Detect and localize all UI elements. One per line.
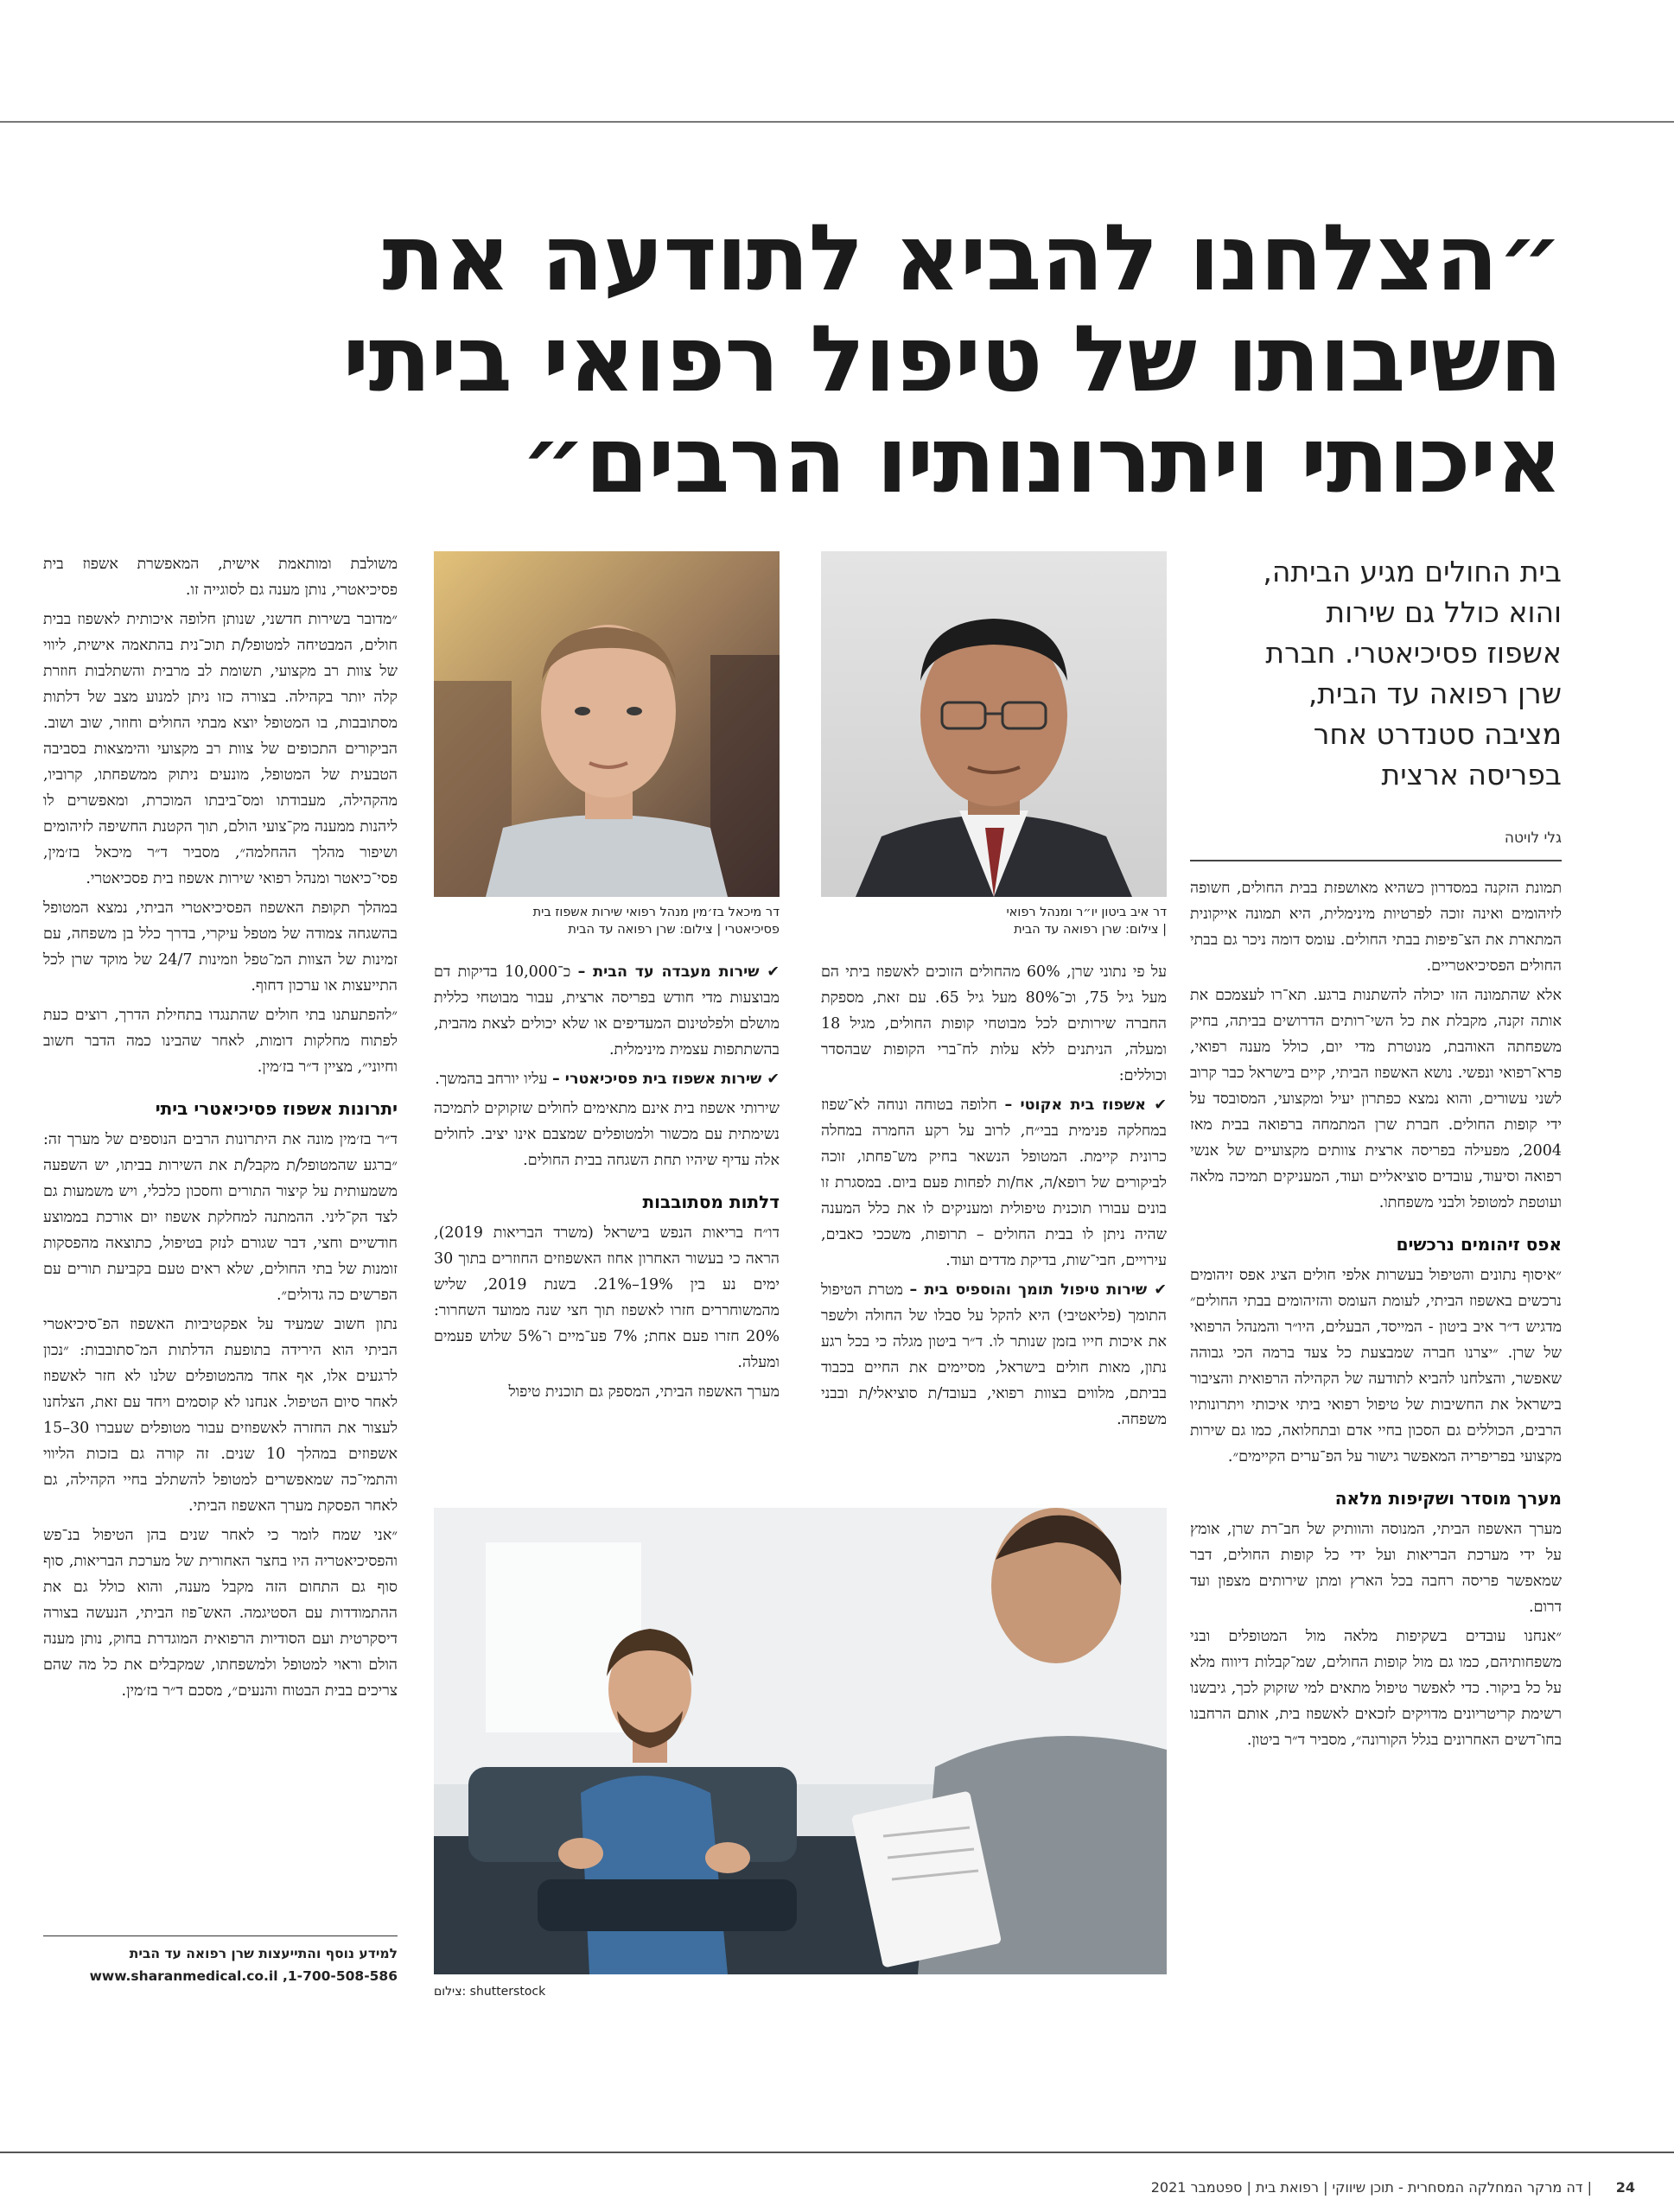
photo-credit-shutterstock: צילום: shutterstock (434, 1985, 546, 1999)
col3-paragraph-1 (434, 959, 780, 1063)
col2-bullet-2-text: מטרת הטיפול התומך (פליאטיבי) היא להקל על סבלו של החולה ולשפר את איכות חייו בזמן שנותר לו. ד״ר ביטון מגלה כי בכל רגע נתון, מאות חולים בישראל, מסיימים את החיים בכבוד בביתם, מלווים בצוות רפואי, בעובד/ת סוציאלי/ת ובבני משפחה. (821, 1281, 1167, 1428)
deck-line-4: שרן רפואה עד הבית, (1308, 677, 1562, 710)
deck-line-3: אשפוז פסיכיאטרי. חברת (1265, 636, 1562, 670)
col4-subheading-1: יתרונות אשפוז פסיכיאטרי ביתי (155, 1098, 398, 1119)
deck-line-6: בפריסה ארצית (1381, 758, 1562, 791)
headline (130, 207, 1562, 511)
col1-paragraph-1: תמונת הזקנה במסדרון כשהיא מאושפזת בבית החולים, חשופה לזיהומים ואינה זוכה לפרטיות מינימלית, היא תמונה אייקונית המתארת את הצ־פיפות בבתי החולים. עומס דומה ניכר גם בבתי החולים הפסיכיאטריים. (1190, 880, 1562, 975)
col4-paragraph-2: ״מדובר בשירות חדשני, שנותן חלופה איכותית לאשפוז בבית חולים, המבטיחה למטופל/ת תוכ־נית בהתאמה אישית, ליווי של צוות רב מקצועי, תשומת לב מרבית והשתלבות חוזרת קלה יותר בקהילה. בצורה כזו ניתן למנוע מצב של דלתות מסתובבות, בו המטופל יוצא מבתי החולים וחוזר, שוב ושוב. הביקורים התכופים של צוות רב מקצועי והימצאות בסביבה הטבעית של המטופל, מונעים ניתוק ממשפחתו, קרוביו, מהקהילה, מעבודתו ומס־ביבתו המוכרת, ומאפשרים לו ליהנות ממענה מק־צועי הולם, תוך הקטנת החשיפה לזיהומים ושיפור מהלך ההחלמה״, מסביר ד״ר מיכאל בז׳מין, פסי־כיאטר ומנהל רפואי שירות אשפוז בית פסכיאטרי. (43, 611, 398, 887)
col1-paragraph-4: מערך האשפוז הביתי, המנוסה והוותיק של חב־רת שרן, אומץ על ידי מערכת הבריאות ועל ידי כל קופות החולים, דבר שמאפשר פריסה רחבה בכל הארץ ומתן שירותים מצפון ועד דרום. (1190, 1521, 1562, 1616)
caption-biton-line-1: דר איב ביטון יו״ר ומנהל רפואי (1006, 906, 1167, 919)
deck-line-1: בית החולים מגיע הביתה, (1263, 555, 1562, 588)
col1-paragraph-3: ״איסוף נתונים והטיפול בעשרות אלפי חולים הציג אפס זיהומים נרכשים באשפוז הביתי, לעומת העומס והזיהומים בבתי החולים״ מדגיש ד״ר איב ביטון - המייסד, הבעלים, היו״ר והמנהל הרפואי של שרן. ״יצרנו חברה שמבצעת כל צעד ברמה הכי גבוהה שאפשר, והצלחנו להביא לתודעה של הקהילה הרפואית והציבור בישראל את החשיבות של טיפול רפואי ביתי איכותי ויתרונותיו הרבים, הכוללים גם הסכון בחיי אדם ובתחלואה, כמו גם שירות מקצועי בפריפריה המאפשר גישור על הפ־ערים הקיימים״. (1190, 1267, 1562, 1465)
caption-bezhmin-line-2: פסיכיאטרי | צילום: שרן רפואה עד הבית (568, 923, 780, 937)
col2-bullet-1-text: חלופה בטוחה ונוחה לא־שפוז במחלקה פנימית בבי״ח, לרוב על רקע החמרה במחלה כרונית קיימת. המטופל הנשאר בחיק מש־פחתו, זוכה לביקורים של רופא/ה, אח/ות לפחות פעם ביום. במסגרת זו בונים עבורו תוכנית טיפולית ומעניקים לו את כלל המענה שהיה ניתן לו בבית החולים – תרופות, משככי כאבים, עירויים, חבי־שות, בדיקת מדדים ועוד. (821, 1096, 1167, 1269)
col1-subheading-1: אפס זיהומים נרכשים (1396, 1234, 1562, 1255)
col4-paragraph-7: ״אני שמח לומר כי לאחר שנים בהן הטיפול בנ־פש והפסיכיאטריה היו בחצר האחורית של מערכת הבריאות, סוף סוף גם התחום הזה מקבל מענה, והוא כולל גם את ההתמודדות עם הסטיגמה. האש־פוז הביתי, הנעשה בצורה דיסקרטית ועם הסודיות הרפואית המוגדרת בחוק, נותן מענה הולם וראוי למטופל ולמשפחתו, שמקבלים את כל מה שהם צריכים בבית הבטוח והנעים״, מסכם ד״ר בז׳מין. (43, 1527, 398, 1700)
caption-biton-line-2: | צילום: שרן רפואה עד הבית (1014, 923, 1167, 937)
caption-biton (821, 904, 1167, 938)
byline-rule (1190, 860, 1562, 861)
col2-bullet-1: ✔ אשפוז בית אקוטי – (1004, 1096, 1167, 1114)
portrait-photo-biton (821, 551, 1167, 897)
col4-paragraph-4: ״להפתעתנו בתי חולים שהתנגדו בתחילת הדרך, רוצים כעת לפתוח מחלקות דומות, לאחר שהבינו כמה הדבר חשוב וחיוני״, מציין ד״ר בז׳מין. (43, 1007, 398, 1076)
article-column-1 (1190, 875, 1562, 1757)
therapy-session-illustration (434, 1508, 1167, 1974)
col1-subheading-2: מערך מוסדר ושקיפות מלאה (1334, 1488, 1562, 1509)
headline-line-2: חשיבותו של טיפול רפואי ביתי (342, 306, 1562, 412)
caption-bezhmin (434, 904, 780, 938)
info-contact-line: www.sharanmedical.co.il ,1-700-508-586 (89, 1968, 398, 1984)
col3-paragraph-2 (434, 1066, 780, 1092)
article-column-3 (434, 959, 780, 1408)
col3-subheading-1: דלתות מסתובבות (642, 1192, 780, 1212)
running-title: | דה מרקר המחלקה המסחרית - תוכן שיווקי | רפואת בית | ספטמבר 2021 (1150, 2179, 1592, 2196)
caption-bezhmin-line-1: דר מיכאל בז׳מין מנהל רפואי שירות אשפוז בית (532, 906, 780, 919)
col4-paragraph-1: משולבת ומותאמת אישית, המאפשרת אשפוז בית פסיכיאטרי, נותן מענה גם לסוגייה זו. (43, 556, 398, 599)
page-number: 24 (1615, 2179, 1635, 2196)
col3-paragraph-3: שירותי אשפוז בית אינם מתאימים לחולים שזקוקים לתמיכה נשימתית עם מכשור ולמטופלים שמצבם אינו יציב. לחולים אלה עדיף שיהיו תחת השגחה בבית החולים. (434, 1100, 780, 1169)
headline-line-1: ״הצלחנו להביא לתודעה את (382, 205, 1562, 311)
col3-paragraph-5: מערך האשפוז הביתי, המספק גם תוכנית טיפול (508, 1383, 780, 1401)
col2-paragraph-3 (821, 1277, 1167, 1433)
bottom-rule (0, 2152, 1674, 2153)
article-column-2 (821, 959, 1167, 1436)
col2-paragraph-2 (821, 1092, 1167, 1274)
info-line-1: למידע נוסף והתייעצות שרן רפואה עד הבית (129, 1946, 398, 1961)
portrait-bezhmin-illustration (434, 551, 780, 897)
headline-line-3: איכותי ויתרונותיו הרבים״ (520, 407, 1562, 513)
deck-line-5: מציבה סטנדרט אחר (1313, 717, 1562, 751)
byline: גלי לויטה (1504, 830, 1562, 847)
col1-paragraph-2: אלא שהתמונה הזו יכולה להשתנות ברגע. תא־רו לעצמכם את אותה זקנה, מקבלת את כל השי־רותים הדרושים בביתה, בחיק משפחתה האוהבת, מנוטרת מדי יום, כולל מענה רפואי, פרא־רפואי ונפשי. נושא האשפוז הביתי, קיים בישראל כבר קרוב לשני עשורים, והוא נמצא כפתרון יעיל ומקצועי, המסובסד על ידי קופות החולים. חברת שרן המתמחה ברפואה בבית מאז 2004, מפעילה בפריסה ארצית צוותים מקצועיים של אנשי רפואה וסיעוד, עובדים סוציאליים ועוד, המעניקים תמיכה מלאה ועוטפת למטופל ולבני משפחתו. (1190, 987, 1562, 1211)
col4-paragraph-3: במהלך תקופת האשפוז הפסיכיאטרי הביתי, נמצא המטופל בהשגחה צמודה של מטפל עיקרי, בדרך כלל בן משפחה, עם זמינות של הצוות המ־טפל וזמינות 24/7 של מוקד שרן לכל התייעצות או ערכון דחוף. (43, 899, 398, 995)
portrait-photo-bezhmin (434, 551, 780, 897)
col2-paragraph-1: על פי נתוני שרן, 60% מהחולים הזוכים לאשפוז ביתי הם מעל גיל 75, וכ־80% מעל גיל 65. עם זאת, מספקת החברה שירותים לכל מבוטחי קופות החולים, מגיל 18 ומעלה, הניתנים ללא עלות לח־ברי הקופות שבהסדר וכוללים: (821, 963, 1168, 1084)
portrait-biton-illustration (821, 551, 1167, 897)
therapy-session-photo (434, 1508, 1167, 1974)
col3-bullet-1-text: כ־10,000 בדיקות דם מבוצעות מדי חודש בפריסה ארצית, עבור מבוטחי כללית מושלם ולפלטינום המעדיפים או שלא יכולים לצאת מהבית, בהשתתפות עצמית מינימלית. (434, 963, 780, 1058)
col4-paragraph-5: ד״ר בז׳מין מונה את היתרונות הרבים הנוספים של מערך זה: ״ברגע שהמטופל/ת מקבל/ת את השירות בביתו, יש השפעה משמעותית על קיצור התורים וחסכון כלכלי, ויש משמעות גם לצד הק־ליני. ההמתנה למחלקת אשפוז יום אורכת בממוצע חודשיים וחצי, דבר שגורם לנזק בטיפול, כתוצאה מהפסקות זומנות של בתי החולים, שלא ראים טעם בקביעת תורים עם הפרשים כה גדולים״. (43, 1131, 398, 1304)
deck (1190, 551, 1562, 795)
top-rule (0, 121, 1674, 123)
deck-line-2: והוא כולל גם שירות (1326, 595, 1562, 629)
article-column-4 (43, 551, 398, 1707)
col3-bullet-1: ✔ שירות מעבדה עד הבית – (577, 963, 780, 981)
col3-paragraph-4: דו״ח בריאות הנפש בישראל (משרד הבריאות 2019), הראה כי בעשור האחרון אחוז האשפוזים החוזרים בתוך 30 ימים נע בין 19%–21%. בשנת 2019, שליש מהמשוחררים חזרו לאשפוז תוך חצי שנה ממועד השחרור: 20% חזרו פעם אחת; 7% פע־מיים ו־5% שלוש פעמים ומעלה. (434, 1224, 780, 1371)
col3-bullet-2: ✔ שירות אשפוז בית פסיכיאטרי – (551, 1071, 780, 1088)
col1-paragraph-5: ״אנחנו עובדים בשקיפות מלאה מול המטופלים ובני משפחותיהם, כמו גם מול קופות החולים, שמ־קבלות דיווח מלא על כל ביקור. כדי לאפשר טיפול מתאים למי שזקוק לכך, גיבשנו רשימת קריטריונים מדויקים לזכאים לאשפוז בית, אותם הרחבנו בחו־דשים האחרונים בגלל הקורונה״, מסביר ד״ר ביטון. (1190, 1628, 1562, 1749)
info-box (43, 1942, 398, 1987)
col2-bullet-2: ✔ שירות טיפול תומך והוספיס בית – (909, 1281, 1167, 1299)
col3-bullet-2-text: עליו יורחב בהמשך. (435, 1071, 552, 1088)
col4-paragraph-6: נתון חשוב שמעיד על אפקטיביות האשפוז הפ־סיכיאטרי הביתי הוא הירידה בתופעת הדלתות המ־סתובבות: ״נכון לרגעים אלו, אף אחד מהמטופלים שלנו לא חזר לאשפוז לאחר סיום הטיפול. אנחנו לא קוסמים ויחד עם זאת, הצלחנו לעצור את החזרה לאשפוזים עבור מטופלים שעברו 30–15 אשפוזים במהלך 10 שנים. זה קורה גם בזכות הליווי והתמי־כה שמאפשרים למטופל להשתלב בחיי הקהילה, גם לאחר הפסקת מערך האשפוז הביתי. (43, 1316, 398, 1515)
